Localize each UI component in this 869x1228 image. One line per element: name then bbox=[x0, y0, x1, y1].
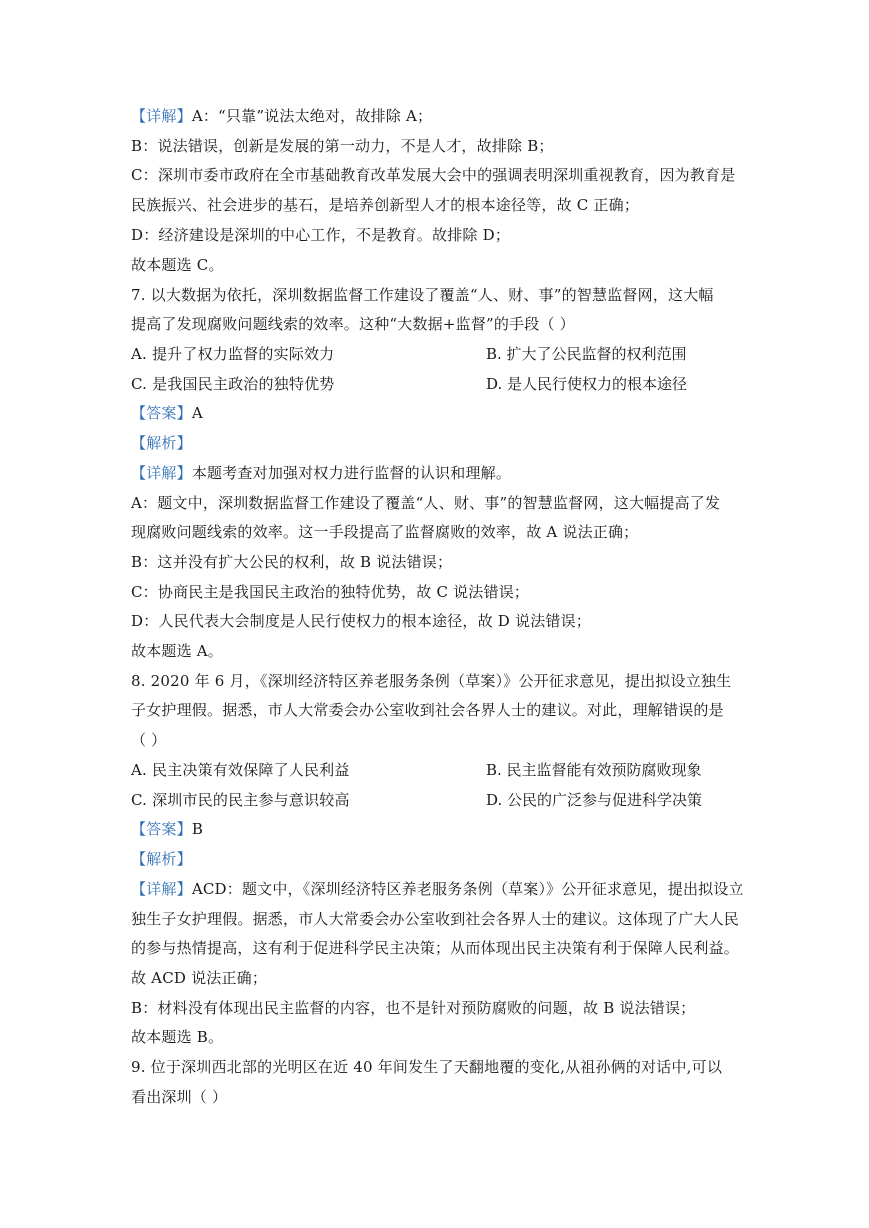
text-line: C：深圳市委市政府在全市基础教育改革发展大会中的强调表明深圳重视教育，因为教育是 bbox=[131, 166, 736, 184]
text-line: 民族振兴、社会进步的基石，是培养创新型人才的根本途径等，故 C 正确； bbox=[131, 196, 640, 214]
q7-option-c: C. 是我国民主政治的独特优势 bbox=[131, 375, 335, 393]
text-line: B：说法错误，创新是发展的第一动力，不是人才，故排除 B； bbox=[131, 137, 554, 155]
q8-analysis-tag: 【解析】 bbox=[131, 850, 192, 868]
text-line: B：这并没有扩大公民的权利，故 B 说法错误； bbox=[131, 553, 453, 571]
text-line: 故本题选 B。 bbox=[131, 1028, 224, 1046]
question-8-stem-cont: 子女护理假。据悉，市人大常委会办公室收到社会各界人士的建议。对此，理解错误的是 bbox=[131, 701, 724, 719]
q7-answer bbox=[131, 403, 203, 423]
detail-tag: 【详解】 bbox=[131, 464, 192, 482]
answer-value: B bbox=[191, 820, 204, 838]
question-8-stem: 8. 2020 年 6 月，《深圳经济特区养老服务条例（草案）》公开征求意见，提出拟设立独生 bbox=[131, 672, 732, 690]
text-line: D：经济建设是深圳的中心工作，不是教育。故排除 D； bbox=[131, 226, 511, 244]
answer-tag: 【答案】 bbox=[131, 820, 192, 838]
question-9-stem-cont: 看出深圳（ ） bbox=[131, 1088, 228, 1106]
text-line: C：协商民主是我国民主政治的独特优势，故 C 说法错误； bbox=[131, 583, 530, 601]
text-line: D：人民代表大会制度是人民行使权力的根本途径，故 D 说法错误； bbox=[131, 612, 591, 630]
q7-option-d: D. 是人民行使权力的根本途径 bbox=[486, 375, 688, 393]
q7-option-b: B. 扩大了公民监督的权利范围 bbox=[486, 345, 687, 363]
question-8-blank: （ ） bbox=[131, 731, 167, 749]
text-line: A：题文中，深圳数据监督工作建设了覆盖“人、财、事”的智慧监督网，这大幅提高了发 bbox=[131, 494, 721, 512]
text-line: 独生子女护理假。据悉，市人大常委会办公室收到社会各界人士的建议。这体现了广大人民 bbox=[131, 910, 740, 928]
question-9-stem: 9. 位于深圳西北部的光明区在近 40 年间发生了天翻地覆的变化,从祖孙俩的对话中,可以 bbox=[131, 1058, 723, 1076]
text-line: 故本题选 C。 bbox=[131, 256, 224, 274]
text-line: B：材料没有体现出民主监督的内容，也不是针对预防腐败的问题，故 B 说法错误； bbox=[131, 999, 696, 1017]
q8-option-a: A. 民主决策有效保障了人民利益 bbox=[131, 761, 350, 779]
text-line: 的参与热情提高，这有利于促进科学民主决策；从而体现出民主决策有利于保障人民利益。 bbox=[131, 939, 740, 957]
detail-tag: 【详解】 bbox=[131, 107, 192, 125]
q8-detail: 【详解】ACD：题文中，《深圳经济特区养老服务条例（草案）》公开征求意见，提出拟设立 bbox=[131, 880, 744, 898]
answer-value: A bbox=[191, 404, 203, 422]
q8-option-b: B. 民主监督能有效预防腐败现象 bbox=[486, 761, 702, 779]
text-line: 故本题选 A。 bbox=[131, 642, 224, 660]
q8-option-c: C. 深圳市民的民主参与意识较高 bbox=[131, 791, 350, 809]
question-7-stem: 7. 以大数据为依托，深圳数据监督工作建设了覆盖“人、财、事”的智慧监督网，这大幅 bbox=[131, 286, 714, 304]
answer-tag: 【答案】 bbox=[131, 404, 192, 422]
q8-answer bbox=[131, 819, 203, 839]
q8-option-d: D. 公民的广泛参与促进科学决策 bbox=[486, 791, 703, 809]
question-7-stem-cont: 提高了发现腐败问题线索的效率。这种“大数据+监督”的手段（ ） bbox=[131, 315, 575, 333]
q7-detail: 【详解】本题考查对加强对权力进行监督的认识和理解。 bbox=[131, 464, 512, 482]
q7-option-a: A. 提升了权力监督的实际效力 bbox=[131, 345, 335, 363]
text-line: 现腐败问题线索的效率。这一手段提高了监督腐败的效率，故 A 说法正确； bbox=[131, 523, 639, 541]
text-line: 故 ACD 说法正确； bbox=[131, 969, 268, 987]
q7-analysis-tag: 【解析】 bbox=[131, 434, 192, 452]
detail-line: 【详解】A：“只靠”说法太绝对，故排除 A； bbox=[131, 107, 433, 125]
detail-tag: 【详解】 bbox=[131, 880, 192, 898]
